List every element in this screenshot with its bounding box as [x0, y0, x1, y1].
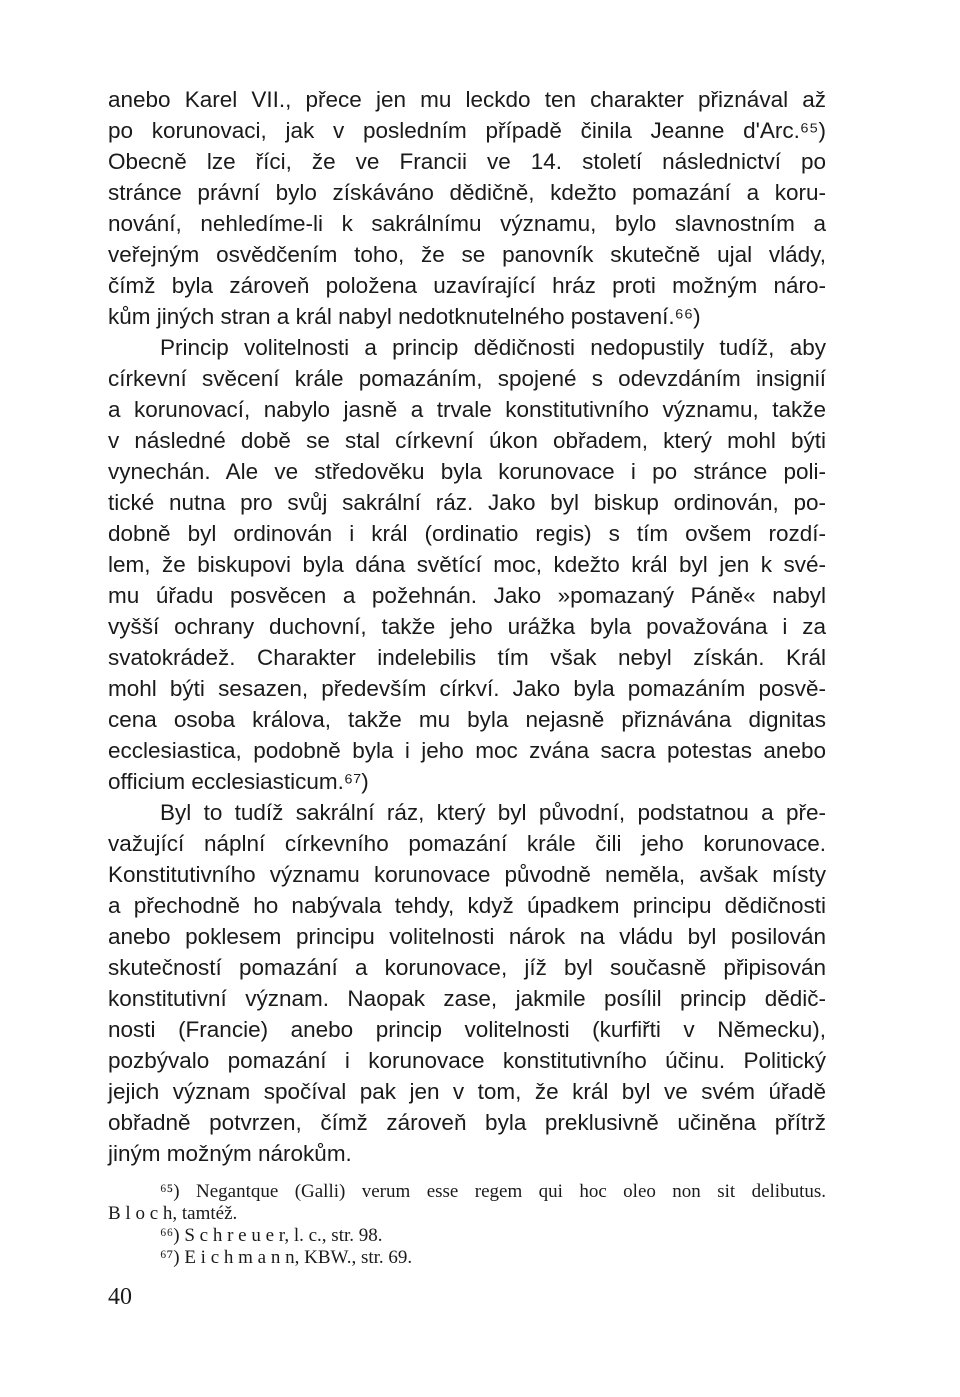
text-line: pozbývalo pomazání i korunovace konstitutivního účinu. Politický [108, 1048, 826, 1073]
text-line: čímž byla zároveň položena uzavírající hráz proti možným náro- [108, 273, 826, 298]
text-line: cena osoba králova, takže mu byla nejasně přiznávána dignitas [108, 707, 826, 732]
main-text [108, 84, 826, 1169]
text-line: mohl býti sesazen, především církví. Jako byla pomazáním posvě- [108, 676, 826, 701]
text-line: Byl to tudíž sakrální ráz, který byl původní, podstatnou a pře- [160, 800, 826, 825]
text-line: Obecně lze říci, že ve Francii ve 14. století následnictví po [108, 149, 826, 174]
text-line: tické nutna pro svůj sakrální ráz. Jako byl biskup ordinován, po- [108, 490, 826, 515]
footnote-67: ⁶⁷) E i c h m a n n, KBW., str. 69. [160, 1247, 413, 1268]
footnote-65-continuation: B l o c h, tamtéž. [108, 1203, 238, 1224]
text-line: anebo poklesem principu volitelnosti nárok na vládu byl posilován [108, 924, 826, 949]
text-line: kům jiných stran a král nabyl nedotknutelného postavení.⁶⁶) [108, 304, 701, 329]
text-line: stránce právní bylo získáváno dědičně, kdežto pomazání a koru- [108, 180, 826, 205]
page-number: 40 [108, 1284, 132, 1310]
text-line: nování, nehledíme-li k sakrálnímu významu, bylo slavnostním a [108, 211, 826, 236]
text-line: ecclesiastica, podobně byla i jeho moc zvána sacra potestas anebo [108, 738, 826, 763]
text-line: veřejným osvědčením toho, že se panovník skutečně ujal vlády, [108, 242, 826, 267]
text-line: a korunovací, nabylo jasně a trvale konstitutivního významu, takže [108, 397, 826, 422]
text-line: obřadně potvrzen, čímž zároveň byla preklusivně učiněna přítrž [108, 1110, 826, 1135]
text-line: svatokrádež. Charakter indelebilis tím však nebyl získán. Král [108, 645, 826, 670]
paragraph-3 [108, 797, 826, 1169]
footnote-66: ⁶⁶) S c h r e u e r, l. c., str. 98. [160, 1225, 383, 1246]
text-line: Konstitutivního významu korunovace původně neměla, avšak místy [108, 862, 826, 887]
text-line: mu úřadu posvěcen a požehnán. Jako »pomazaný Páně« nabyl [108, 583, 826, 608]
text-line: vyšší ochrany duchovní, takže jeho urážka byla považována i za [108, 614, 826, 639]
text-line: officium ecclesiasticum.⁶⁷) [108, 769, 369, 794]
paragraph-1 [108, 84, 826, 332]
text-line: vynechán. Ale ve středověku byla korunovace i po stránce poli- [108, 459, 826, 484]
text-line: anebo Karel VII., přece jen mu leckdo ten charakter přiznával až [108, 87, 826, 112]
footnotes [108, 1181, 826, 1269]
paragraph-2 [108, 332, 826, 797]
text-line: po korunovaci, jak v posledním případě činila Jeanne d'Arc.⁶⁵) [108, 118, 826, 143]
text-line: v následné době se stal církevní úkon obřadem, který mohl býti [108, 428, 826, 453]
text-line: církevní svěcení krále pomazáním, spojené s odevzdáním insignií [108, 366, 826, 391]
text-line: nosti (Francie) anebo princip volitelnosti (kurfiřti v Německu), [108, 1017, 826, 1042]
text-line: jiným možným nárokům. [108, 1141, 352, 1166]
text-line: skutečností pomazání a korunovace, jíž byl současně připisován [108, 955, 826, 980]
text-line: dobně byl ordinován i král (ordinatio regis) s tím ovšem rozdí- [108, 521, 826, 546]
text-line: Princip volitelnosti a princip dědičnosti nedopustily tudíž, aby [160, 335, 826, 360]
footnote-65: ⁶⁵) Negantque (Galli) verum esse regem qui hoc oleo non sit delibutus. [160, 1181, 826, 1202]
text-line: konstitutivní význam. Naopak zase, jakmile posílil princip dědič- [108, 986, 826, 1011]
text-line: važující náplní církevního pomazání krále čili jeho korunovace. [108, 831, 826, 856]
text-line: a přechodně ho nabývala tehdy, když úpadkem principu dědičnosti [108, 893, 826, 918]
text-line: jejich význam spočíval pak jen v tom, že král byl ve svém úřadě [108, 1079, 826, 1104]
text-line: lem, že biskupovi byla dána světící moc, kdežto král byl jen k své- [108, 552, 826, 577]
